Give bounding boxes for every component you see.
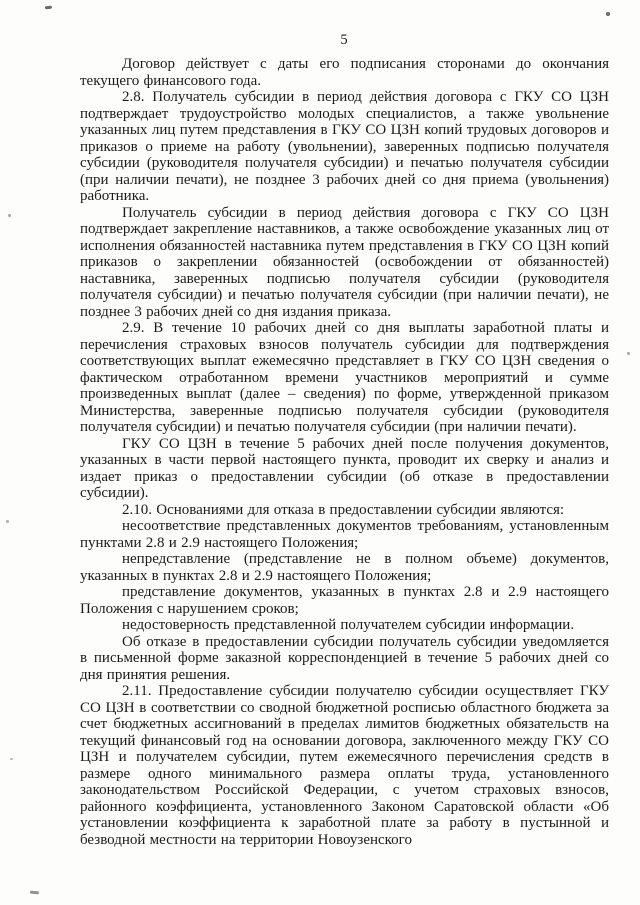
paragraph-2-10-heading: 2.10. Основаниями для отказа в предоставлении субсидии являются: bbox=[122, 501, 565, 518]
paragraph-2-8-mentors: Получатель субсидии в период действия договора с ГКУ СО ЦЗН подтверждает закрепление наставников, а также освобождение указанных лиц от исполнения обязанностей наставника путем представления в ГКУ СО ЦЗН копий приказов о закреплении обязанностей (освобождении от обязанностей) наставника, заверенных подписью получателя субсидии (руководителя получателя субсидии) и печатью получателя субсидии (при наличии печати), не позднее 3 рабочих дней со дня издания приказа. bbox=[80, 204, 609, 320]
paragraph-2-10-item-1: несоответствие представленных документов требованиям, установленным пунктами 2.8 и 2.9 настоящего Положения; bbox=[80, 518, 609, 551]
paragraph-2-10-item-3: представление документов, указанных в пунктах 2.8 и 2.9 настоящего Положения с нарушением сроков; bbox=[80, 584, 609, 617]
paragraph-2-10-notification: Об отказе в предоставлении субсидии получатель субсидии уведомляется в письменной форме заказной корреспонденцией в течение 5 рабочих дней со дня принятия решения. bbox=[80, 633, 609, 683]
page-number: 5 bbox=[340, 32, 348, 48]
scan-artifact bbox=[8, 214, 11, 217]
paragraph-2-9-review: ГКУ СО ЦЗН в течение 5 рабочих дней после получения документов, указанных в части первой настоящего пункта, проводит их сверку и анализ и издает приказ о предоставлении субсидии (об отказе в предоставлении субсидии). bbox=[80, 435, 609, 501]
paragraph-2-9: 2.9. В течение 10 рабочих дней со дня выплаты заработной платы и перечисления страховых взносов получатель субсидии для подтверждения соответствующих выплат ежемесячно представляет в ГКУ СО ЦЗН сведения о фактическом отработанном времени участников мероприятий и сумме произведенных выплат (далее – сведения) по форме, утвержденной приказом Министерства, заверенные подписью получателя субсидии (руководителя получателя субсидии) и печатью получателя субсидии (при наличии печати). bbox=[80, 320, 609, 435]
scan-artifact bbox=[10, 758, 13, 760]
paragraph-2-11: 2.11. Предоставление субсидии получателю субсидии осуществляет ГКУ СО ЦЗН в соответствии со сводной бюджетной росписью областного бюджета за счет бюджетных ассигнований в пределах лимитов бюджетных обязательств на текущий финансовый год на основании договора, заключенного между ГКУ СО ЦЗН и получателем субсидии, путем ежемесячного перечисления средств в размере одного минимального размера оплаты труда, установленного законодательством Российской Федерации, с учетом страховых взносов, районного коэффициента, установленного Законом Саратовской области «Об установлении коэффициента к заработной плате за работу в пустынной и безводной местности на территории Новоузенского bbox=[80, 683, 609, 848]
scan-artifact bbox=[606, 12, 610, 16]
paragraph-intro-contract: Договор действует с даты его подписания сторонами до окончания текущего финансового года. bbox=[80, 56, 609, 89]
paragraph-2-10-item-4: недостоверность представленной получателем субсидии информации. bbox=[122, 617, 575, 633]
scan-artifact bbox=[45, 6, 52, 10]
scan-artifact bbox=[6, 520, 9, 523]
scan-artifact bbox=[627, 352, 630, 355]
paragraph-2-8: 2.8. Получатель субсидии в период действия договора с ГКУ СО ЦЗН подтверждает трудоустройство молодых специалистов, а также увольнение указанных лиц путем представления в ГКУ СО ЦЗН копий трудовых договоров и приказов о приеме на работу (увольнении), заверенных подписью получателя субсидии (руководителя получателя субсидии) и печатью получателя субсидии (при наличии печати), не позднее 3 рабочих дней со дня приема (увольнения) работника. bbox=[80, 89, 609, 204]
scan-artifact bbox=[30, 891, 39, 895]
document-body bbox=[80, 56, 609, 848]
paragraph-2-10-item-2: непредставление (представление не в полном объеме) документов, указанных в пунктах 2.8 и 2.9 настоящего Положения; bbox=[80, 551, 609, 584]
